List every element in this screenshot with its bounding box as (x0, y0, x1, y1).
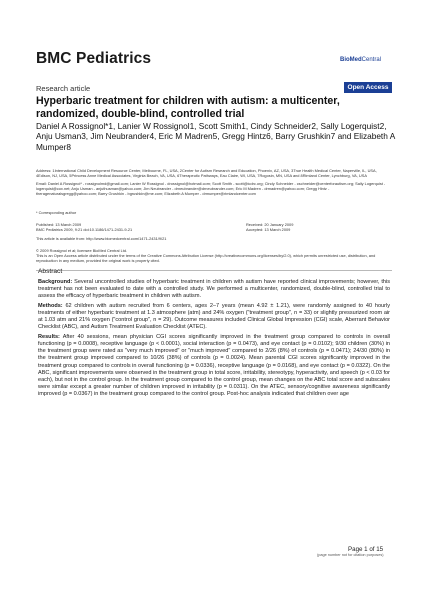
article-title: Hyperbaric treatment for children with autism: a multicenter, randomized, double-blind, controlled trial (36, 95, 340, 120)
abstract-background (38, 279, 390, 300)
citation: BMC Pediatrics 2009, 9:21 doi:10.1186/1471-2431-9-21 (36, 227, 133, 233)
received-date: Received: 20 January 2009 (246, 222, 294, 227)
background-label: Background: (38, 279, 73, 285)
accepted-date: Accepted: 13 March 2009 (246, 227, 291, 233)
author-list: Daniel A Rossignol*1, Lanier W Rossignol1, Scott Smith1, Cindy Schneider2, Sally Logerquist2, Anju Usman3, Jim Neubrander4, Eric M Madren5, Gregg Hintz6, Barry Grushkin7 and Elizabeth A Mumper8 (36, 121, 395, 152)
page-number-note: (page number not for citation purposes) (317, 553, 384, 557)
methods-text: 62 children with autism recruited from 6 centers, ages 2–7 years (mean 4.92 ± 1.21), were randomly assigned to 40 hourly treatments of either hyperbaric treatment at 1.3 atmosphere (atm) and 24% oxygen ("treatment group", n = 33) or slightly pressurized room air at 1.03 atm and 21% oxygen ("control group", n = 29). Outcome measures included Clinical Global Impression (CGI) scale, Aberrant Behavior Checklist (ABC), and Autism Treatment Evaluation Checklist (ATEC). (38, 303, 390, 331)
publisher-logo-bio: BioMed (340, 57, 362, 63)
abstract-heading: Abstract (38, 268, 63, 275)
author-emails: Email: Daniel A Rossignol* - rossignolmd@gmail.com; Lanier W Rossignol - drossignol@hotmail.com; Scott Smith - scott@icdrc.org; Cindy Schneider - cschneider@centerforautism.org; Sally Logerquist - logerquist@cox.net; Anju Usman - anjuthusman@yahoo.com; Jim Neubrander - drneubrander@drneubrander.com; Eric M Madren - drmadren@yahoo.com; Gregg Hintz - theragenaturalsgregg@yahoo.com; Barry Grushkin - bgrushkin@me.com; Elizabeth A Mumper - drmumper@rimlandcenter.com (36, 181, 386, 197)
publisher-logo-central: Central (361, 57, 382, 63)
abstract-divider (36, 270, 392, 271)
journal-title: BMC Pediatrics (36, 50, 152, 67)
publisher-logo (340, 57, 381, 63)
results-label: Results: (38, 334, 60, 341)
results-text: After 40 sessions, mean physician CGI scores significantly improved in the treatment group compared to controls in overall functioning (p = 0.0008), receptive language (p < 0.0001), social interaction (p = 0.0473), and eye contact (p = 0.0102); 9/30 children (30%) in the treatment group were rated as "very much improved" or "much improved" compared to 2/26 (8%) of controls (p = 0.0471); 24/30 (80%) in the treatment group improved compared to 10/26 (38%) of controls (p = 0.0024). Mean parental CGI scores significantly improved in the treatment group compared to controls in overall functioning (p = 0.0336), receptive language (p = 0.0168), and eye contact (p = 0.0322). On the ABC, significant improvements were observed in the treatment group in total score, irritability, stereotypy, hyperactivity, and speech (p < 0.03 for each), but not in the control group. In the treatment group compared to the control group, mean changes on the ABC total score and subscales were similar except a greater number of children improved in irritability (p = 0.0311). On the ATEC, sensory/cognitive awareness significantly improved (p = 0.0367) in the treatment group compared to the control group. Post-hoc analysis indicated that children over age (38, 334, 390, 397)
article-url[interactable]: This article is available from: http://www.biomedcentral.com/1471-2431/9/21 (36, 236, 167, 241)
methods-label: Methods: (38, 303, 63, 310)
abstract-results (38, 334, 390, 397)
publication-info (36, 222, 236, 232)
author-addresses: Address: 1International Child Development Resource Center, Melbourne, FL, USA, 2Center for Autism Research and Education, Phoenix, AZ, USA, 3True Health Medical Center, Naperville, IL, USA, 4Edison, NJ, USA, 5Princess Anne Medical Associates, Virginia Beach, VA, USA, 6Therapeutic Pathways, Eau Claire, WI, USA, 7Rogosin, MN, USA and 8Rimland Center, Lynchburg, VA, USA (36, 168, 377, 179)
page-number: Page 1 of 15 (348, 546, 384, 553)
abstract-methods (38, 303, 390, 331)
received-accepted (246, 222, 396, 232)
copyright: © 2009 Rossignol et al; licensee BioMed Central Ltd. (36, 248, 128, 253)
background-text: Several uncontrolled studies of hyperbaric treatment in children with autism have reported clinical improvements; however, this treatment has not been evaluated to date with a controlled study. We performed a multicenter, randomized, double-blind, controlled trial to assess the efficacy of hyperbaric treatment in children with autism. (38, 279, 390, 300)
article-type: Research article (36, 84, 91, 93)
license-text: This is an Open Access article distributed under the terms of the Creative Commons Attribution License (http://creativecommons.org/licenses/by/2.0), which permits unrestricted use, distribution, and reproduction in any medium, provided the original work is properly cited. (36, 253, 376, 264)
open-access-badge: Open Access (344, 82, 392, 93)
abstract-body (38, 279, 390, 401)
corresponding-author-note: * Corresponding author (36, 210, 77, 215)
published-date: Published: 13 March 2009 (36, 222, 82, 227)
